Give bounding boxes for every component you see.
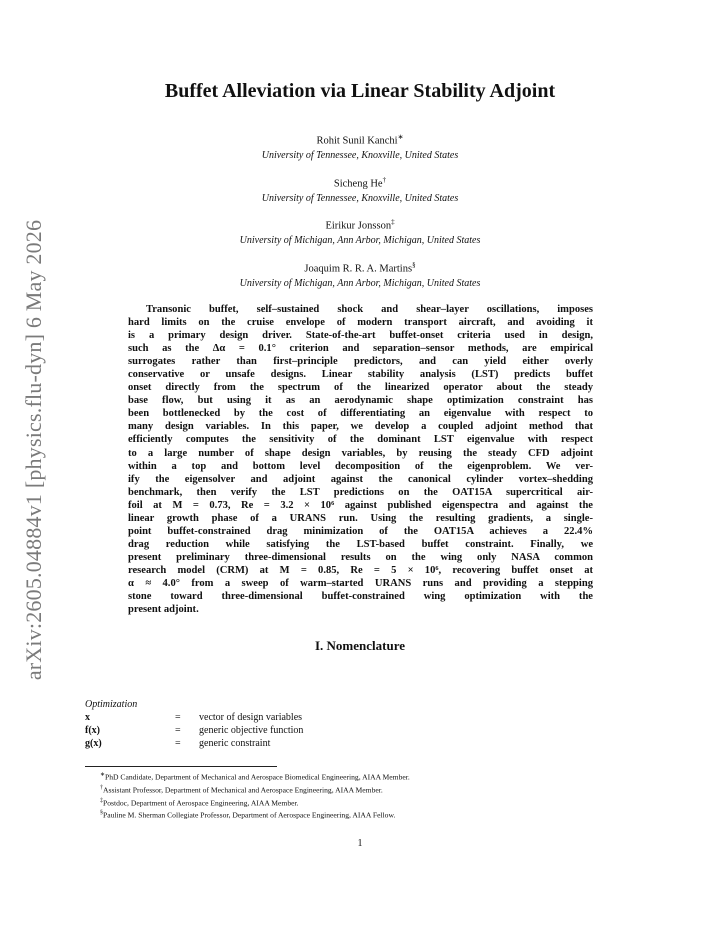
footnote-mark: ‡: [100, 797, 103, 804]
author-name: Eirikur Jonsson: [325, 220, 392, 232]
footnote: [100, 783, 640, 796]
section-heading: I. Nomenclature: [314, 638, 406, 653]
author-mark: ∗: [397, 133, 404, 141]
abstract: [128, 303, 593, 616]
author-name: Sicheng He: [333, 178, 383, 190]
nomenclature-entry: [85, 737, 585, 750]
nomenclature-entry: [85, 711, 585, 724]
author-block: [0, 258, 720, 290]
abstract-line: onset directly from the spectrum of the linearized operator about the steady: [128, 382, 593, 394]
nomenclature-definition: generic objective function: [199, 725, 304, 736]
author-name: Joaquim R. R. A. Martins: [304, 263, 413, 275]
author-affiliation: University of Michigan, Ann Arbor, Michigan, United States: [239, 277, 481, 289]
abstract-line: foil at M = 0.73, Re = 3.2 × 10⁶ against published eigenspectra and against the: [128, 499, 593, 511]
abstract-line: present adjoint.: [128, 604, 199, 616]
nomenclature-equals: =: [175, 738, 181, 749]
arxiv-id: arXiv:2605.04884v1 [physics.flu-dyn] 6 May 2026: [21, 219, 46, 681]
nomenclature-definition: generic constraint: [199, 738, 271, 749]
abstract-line: base flow, but using it as an aerodynamic shape optimization constraint has: [128, 395, 593, 407]
abstract-line: is a primary design driver. State-of-the-art buffet-onset criteria used in design,: [128, 330, 593, 342]
abstract-line: conservative or unsafe designs. Linear stability analysis (LST) predicts buffet: [128, 369, 593, 381]
abstract-line: many design variables. In this paper, we develop a coupled adjoint method that: [128, 421, 593, 433]
author-mark: †: [382, 176, 387, 184]
author-block: [0, 215, 720, 247]
footnotes: [100, 770, 640, 821]
abstract-line: surrogates rather than first–principle predictors, and can yield either overly: [128, 356, 593, 368]
abstract-line: efficiently computes the sensitivity of the dominant LST eigenvalue with respect: [128, 434, 593, 446]
abstract-line: drag reduction while satisfying the LST-based buffet constraint. Finally, we: [128, 538, 593, 550]
author-mark: ‡: [391, 218, 395, 226]
author-affiliation: University of Tennessee, Knoxville, United States: [261, 192, 459, 204]
abstract-line: linear growth phase of a URANS run. Using the resulting gradients, a single-: [128, 512, 593, 524]
nomenclature-symbol: x: [85, 712, 90, 723]
footnote-mark: †: [100, 784, 103, 791]
abstract-line: ify the eigensolver and adjoint against the canonical cylinder vortex–shedding: [128, 473, 593, 485]
abstract-line: been bottlenecked by the cost of differentiating an eigenvalue with respect to: [128, 408, 593, 420]
author-mark: §: [412, 261, 416, 269]
footnote: [100, 770, 640, 783]
footnote-text: Postdoc, Department of Aerospace Engineering, AIAA Member.: [103, 798, 299, 808]
nomenclature-symbol: g(x): [85, 738, 102, 749]
abstract-line: to a large number of shape design variables, by reusing the steady CFD adjoint: [128, 447, 593, 459]
footnote: [100, 796, 640, 809]
nomenclature-group: Optimization: [85, 699, 138, 710]
nomenclature-equals: =: [175, 725, 181, 736]
nomenclature-symbol: f(x): [85, 725, 100, 736]
footnote-text: Pauline M. Sherman Collegiate Professor, Department of Aerospace Engineering, AIAA Fellow.: [103, 811, 396, 821]
abstract-line: present preliminary three-dimensional results on the wing only NASA common: [128, 551, 593, 563]
footnote-mark: ∗: [100, 772, 106, 778]
footnote-text: Assistant Professor, Department of Mechanical and Aerospace Engineering, AIAA Member.: [103, 785, 383, 795]
abstract-line: such as the Δα = 0.1° criterion and separation–sensor methods, are empirical: [128, 343, 593, 355]
abstract-line: benchmark, then verify the LST predictions on the OAT15A supercritical air-: [128, 486, 593, 498]
abstract-line: Transonic buffet, self–sustained shock and shear–layer oscillations, imposes: [146, 304, 593, 315]
author-affiliation: University of Tennessee, Knoxville, United States: [261, 149, 459, 161]
abstract-line: point buffet-constrained drag minimization of the OAT15A achieves a 22.4%: [128, 525, 593, 537]
footnote: [100, 808, 640, 821]
author-affiliation: University of Michigan, Ann Arbor, Michigan, United States: [239, 234, 481, 246]
abstract-line: α ≈ 4.0° from a sweep of warm–started URANS runs and providing a stepping: [128, 577, 593, 589]
footnote-text: PhD Candidate, Department of Mechanical and Aerospace Biomedical Engineering, AIAA Member.: [105, 772, 410, 782]
nomenclature-entry: [85, 724, 585, 737]
abstract-line: hard limits on the cruise envelope of modern transport aircraft, and avoiding it: [128, 317, 593, 329]
author-block: [0, 130, 720, 162]
author-block: [0, 173, 720, 205]
abstract-line: research model (CRM) at M = 0.85, Re = 5 × 10⁶, recovering buffet onset at: [128, 564, 593, 576]
author-name: Rohit Sunil Kanchi: [316, 135, 398, 147]
page-number: 1: [357, 838, 363, 849]
nomenclature-equals: =: [175, 712, 181, 723]
paper-title: Buffet Alleviation via Linear Stability Adjoint: [164, 80, 556, 102]
abstract-line: within a top and bottom level decomposition of the eigenproblem. We ver-: [128, 460, 593, 472]
nomenclature: [85, 698, 585, 750]
footnote-mark: §: [100, 810, 103, 817]
abstract-line: stone toward three-dimensional buffet-constrained wing optimization with the: [128, 591, 593, 603]
footnote-rule: [85, 766, 277, 767]
nomenclature-definition: vector of design variables: [199, 712, 303, 723]
